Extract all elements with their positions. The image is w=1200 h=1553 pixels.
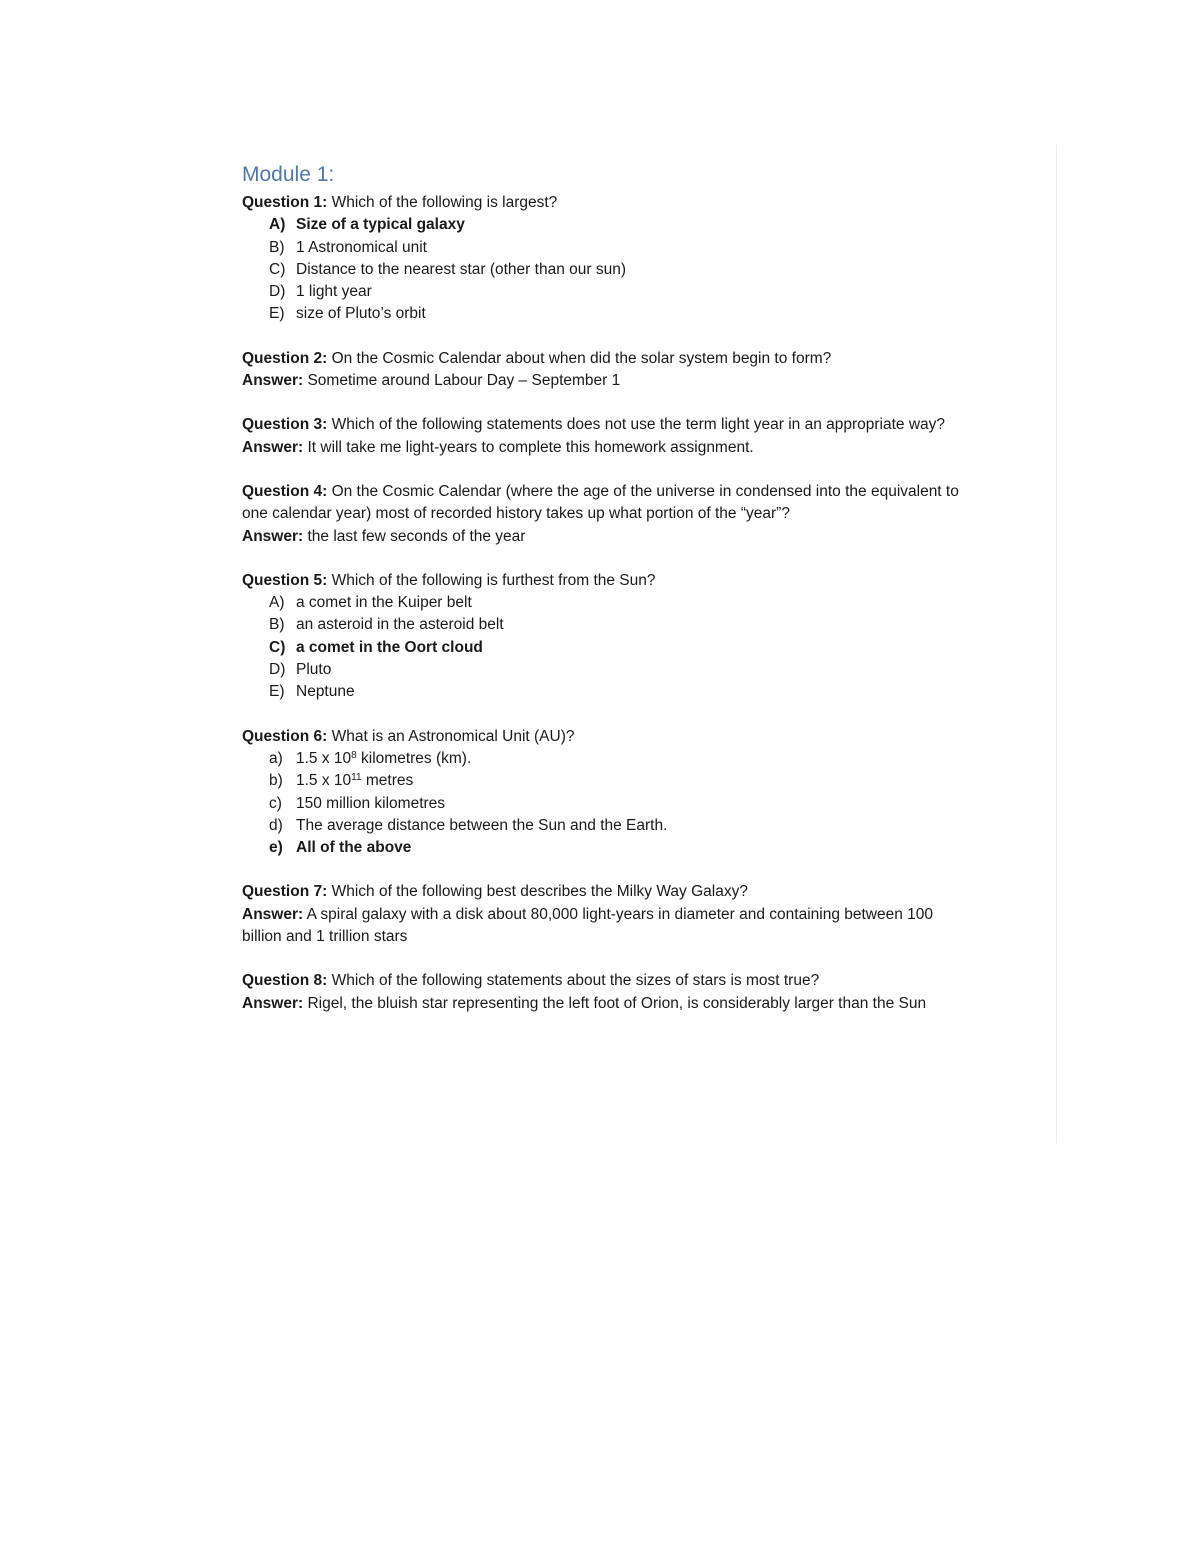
- option-text: All of the above: [296, 839, 412, 857]
- answer-text: Rigel, the bluish star representing the left foot of Orion, is considerably larger than the Sun: [307, 994, 927, 1012]
- answer-label: Answer:: [242, 438, 304, 456]
- question-2-line: [242, 348, 962, 370]
- question-1-line: [242, 192, 962, 214]
- option-item: [269, 281, 962, 303]
- option-item: [269, 681, 962, 703]
- answer-4-line: [242, 526, 962, 548]
- question-1-options: [242, 214, 962, 325]
- question-label: Question 2:: [242, 349, 328, 367]
- answer-label: Answer:: [242, 527, 304, 545]
- question-label: Question 6:: [242, 727, 328, 745]
- option-letter: E): [269, 305, 285, 323]
- answer-7-line: [242, 904, 962, 949]
- option-exponent: 11: [351, 772, 362, 784]
- answer-text: A spiral galaxy with a disk about 80,000 light-years in diameter and containing between 100 billion and 1 trillion stars: [242, 905, 934, 946]
- question-6: [242, 726, 962, 860]
- option-letter: A): [269, 216, 286, 234]
- option-letter: C): [269, 638, 286, 656]
- option-item: [269, 592, 962, 614]
- question-7-line: [242, 881, 962, 903]
- option-item: [269, 259, 962, 281]
- question-7: [242, 881, 962, 948]
- option-letter: B): [269, 616, 285, 634]
- question-label: Question 1:: [242, 194, 328, 211]
- option-text: an asteroid in the asteroid belt: [296, 616, 504, 634]
- option-letter: E): [269, 683, 285, 701]
- answer-8-line: [242, 993, 962, 1015]
- question-text: Which of the following statements about the sizes of stars is most true?: [331, 972, 820, 990]
- question-6-options: [242, 748, 962, 859]
- question-2: [242, 348, 962, 393]
- option-letter: a): [269, 749, 283, 767]
- answer-2-line: [242, 370, 962, 392]
- answer-text: It will take me light-years to complete this homework assignment.: [307, 438, 754, 456]
- document-content: [242, 160, 962, 1037]
- option-item: [269, 237, 962, 259]
- option-text-post: metres: [361, 772, 414, 790]
- question-3: [242, 414, 962, 459]
- option-item: [269, 303, 962, 325]
- option-item: [269, 214, 962, 236]
- option-exponent: 8: [351, 749, 357, 761]
- option-letter: B): [269, 238, 285, 256]
- question-label: Question 4:: [242, 482, 328, 500]
- option-text: a comet in the Kuiper belt: [296, 594, 472, 612]
- option-text: Pluto: [296, 661, 332, 679]
- question-text: Which of the following is largest?: [331, 194, 558, 211]
- option-item: [269, 793, 962, 815]
- answer-text: Sometime around Labour Day – September 1: [307, 372, 621, 390]
- question-8: [242, 970, 962, 1015]
- option-text: 1 Astronomical unit: [296, 238, 427, 256]
- answer-text: the last few seconds of the year: [307, 527, 526, 545]
- question-4-line: [242, 481, 962, 526]
- option-letter: A): [269, 594, 285, 612]
- option-letter: C): [269, 260, 286, 278]
- option-text: Distance to the nearest star (other than our sun): [296, 260, 626, 278]
- question-text: On the Cosmic Calendar (where the age of the universe in condensed into the equivalent to one calendar year) most of recorded history takes up what portion of the “year”?: [242, 482, 959, 523]
- option-text: Neptune: [296, 683, 355, 701]
- option-text: size of Pluto’s orbit: [296, 305, 426, 323]
- option-text: [296, 770, 413, 792]
- option-letter: b): [269, 772, 283, 790]
- question-label: Question 7:: [242, 883, 328, 901]
- question-label: Question 8:: [242, 972, 328, 990]
- option-item: [269, 659, 962, 681]
- answer-3-line: [242, 437, 962, 459]
- question-3-line: [242, 414, 962, 436]
- option-letter: D): [269, 283, 286, 301]
- question-1: [242, 192, 962, 326]
- option-text: The average distance between the Sun and the Earth.: [296, 816, 668, 834]
- option-letter: c): [269, 794, 282, 812]
- question-text: What is an Astronomical Unit (AU)?: [331, 727, 575, 745]
- option-item: [269, 614, 962, 636]
- question-6-line: [242, 726, 962, 748]
- question-8-line: [242, 970, 962, 992]
- option-item: [269, 770, 962, 792]
- option-text: a comet in the Oort cloud: [296, 638, 483, 656]
- question-5-options: [242, 592, 962, 703]
- option-text-pre: 1.5 x 10: [296, 772, 352, 790]
- question-4: [242, 481, 962, 548]
- page-margin-line: [1056, 145, 1057, 1143]
- option-text-post: kilometres (km).: [356, 749, 472, 767]
- option-text: 1 light year: [296, 283, 372, 301]
- option-text: Size of a typical galaxy: [296, 216, 465, 234]
- question-text: Which of the following best describes the Milky Way Galaxy?: [331, 883, 748, 901]
- question-5: [242, 570, 962, 704]
- question-text: On the Cosmic Calendar about when did the solar system begin to form?: [331, 349, 832, 367]
- question-5-line: [242, 570, 962, 592]
- option-letter: d): [269, 816, 283, 834]
- question-text: Which of the following is furthest from the Sun?: [331, 571, 656, 589]
- option-letter: D): [269, 661, 286, 679]
- option-letter: e): [269, 839, 283, 857]
- option-item: [269, 837, 962, 859]
- option-item: [269, 815, 962, 837]
- question-text: Which of the following statements does not use the term light year in an appropriate way?: [331, 416, 946, 434]
- answer-label: Answer:: [242, 905, 304, 923]
- option-item: [269, 748, 962, 770]
- answer-label: Answer:: [242, 994, 304, 1012]
- answer-label: Answer:: [242, 372, 304, 390]
- question-label: Question 5:: [242, 571, 328, 589]
- option-item: [269, 637, 962, 659]
- option-text-pre: 1.5 x 10: [296, 749, 352, 767]
- option-text: [296, 748, 471, 770]
- option-text: 150 million kilometres: [296, 794, 446, 812]
- module-title: Module 1:: [242, 163, 335, 186]
- question-label: Question 3:: [242, 416, 328, 434]
